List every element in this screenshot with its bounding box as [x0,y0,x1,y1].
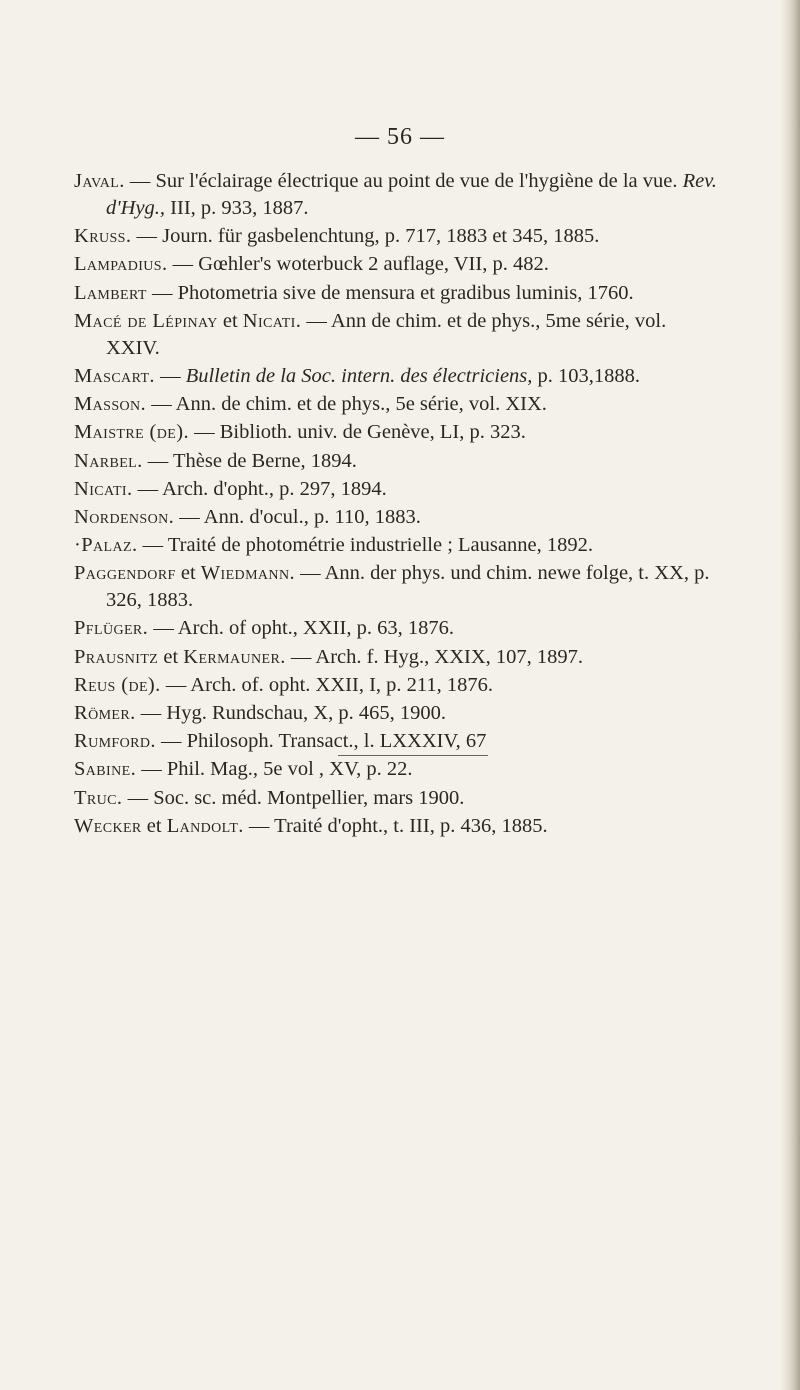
bibliography-entry [74,756,724,783]
entry-coauthor: Landolt. [166,814,244,837]
bibliography-entry [74,504,724,531]
entry-tail: p. 103,1888. [532,364,641,387]
entry-text: et [158,645,184,668]
page-edge-shadow [780,0,800,1390]
entry-text: — Phil. Mag., 5e vol , XV, p. 22. [136,758,413,781]
entry-journal: Bulletin de la Soc. intern. des électriciens, [185,364,533,387]
page-number: — 56 — [355,124,445,150]
entry-author: Lampadius. [74,253,168,276]
entry-text: — Ann. der phys. und chim. newe folge, t. XX, p. 326, 1883. [106,562,710,612]
entry-text: — Arch. d'opht., p. 297, 1894. [132,477,387,500]
bibliography-entry [74,728,724,755]
entry-author: Mascart. [74,364,155,387]
bibliography-entry [74,419,724,446]
bibliography-entry [74,251,724,278]
entry-author: Rumford. [74,730,156,753]
entry-author: ·Palaz. [74,534,138,557]
entry-text: — Arch. f. Hyg., XXIX, 107, 1897. [285,645,584,668]
entry-author: Kruss. [74,225,132,248]
entry-text: — Thèse de Berne, 1894. [142,449,357,472]
entry-text: et [141,814,167,837]
entry-author: Sabine. [74,758,137,781]
entry-coauthor: Wiedmann. [200,562,295,585]
entry-text: — Photometria sive de mensura et gradibus luminis, 1760. [146,281,634,304]
bibliography-entry [74,560,724,614]
bibliography-entry [74,363,724,390]
entry-author: Narbel. [74,449,143,472]
entry-tail: III, p. 933, 1887. [165,197,309,219]
bibliography-entry [74,813,724,840]
entry-text: — Gœhler's woterbuck 2 auflage, VII, p. 482. [167,253,549,276]
entry-text: — Arch. of opht., XXII, p. 63, 1876. [148,617,454,640]
bibliography-entry [74,785,724,812]
entry-author: Wecker [74,814,142,837]
entry-text: — Philosoph. Transact., l. LXXXIV, 67 [155,730,487,753]
bibliography-entry [74,700,724,727]
bibliography-entry [74,532,724,559]
entry-journal: Rev. d'Hyg., [106,170,717,219]
bibliography-entry [74,615,724,642]
entry-text: — [154,364,186,387]
entry-author: Römer. [74,702,136,724]
entry-author: Masson. [74,393,147,416]
entry-text: — Traité d'opht., t. III, p. 436, 1885. [243,814,548,837]
bibliography-entry [74,308,724,362]
entry-text: — Soc. sc. méd. Montpellier, mars 1900. [122,786,465,809]
bibliography-entry [74,391,724,418]
entry-author: Javal. [74,170,125,192]
entry-text: — Ann. de chim. et de phys., 5e série, vol. XIX. [146,393,547,416]
entry-text: et [175,562,201,585]
entry-author: Maistre (de). [74,421,189,444]
entry-text: et [217,309,243,332]
entry-text: — Ann de chim. et de phys., 5me série, vol. XXIV. [106,309,667,359]
end-rule [338,755,488,756]
entry-author: Reus (de). [74,673,161,696]
entry-author: Truc. [74,786,123,809]
entry-text: — Journ. für gasbelenchtung, p. 717, 1883 et 345, 1885. [131,225,600,248]
entry-author: Macé de Lépinay [74,309,218,332]
entry-text: — Ann. d'ocul., p. 110, 1883. [174,505,421,528]
bibliography-entry [74,223,724,250]
entry-author: Pflüger. [74,617,149,640]
entry-author: Nordenson. [74,505,175,528]
bibliography-entry [74,168,724,222]
entry-coauthor: Kermauner. [183,645,286,668]
entry-coauthor: Nicati. [242,309,302,332]
bibliography-entry [74,476,724,503]
bibliography-list [74,168,724,841]
bibliography-entry [74,672,724,699]
bibliography-entry [74,280,724,307]
bibliography-entry [74,644,724,671]
entry-text: — Biblioth. univ. de Genève, LI, p. 323. [189,421,526,444]
entry-text: — Hyg. Rundschau, X, p. 465, 1900. [135,702,446,724]
entry-author: Prausnitz [74,645,159,668]
entry-author: Paggendorf [74,562,176,585]
entry-text: — Arch. of. opht. XXII, I, p. 211, 1876. [160,673,494,696]
entry-author: Lambert [74,281,147,304]
entry-text: — Traité de photométrie industrielle ; Lausanne, 1892. [137,534,593,557]
bibliography-entry [74,448,724,475]
entry-author: Nicati. [74,477,133,500]
entry-text: — Sur l'éclairage électrique au point de vue de l'hygiène de la vue. [124,170,683,192]
